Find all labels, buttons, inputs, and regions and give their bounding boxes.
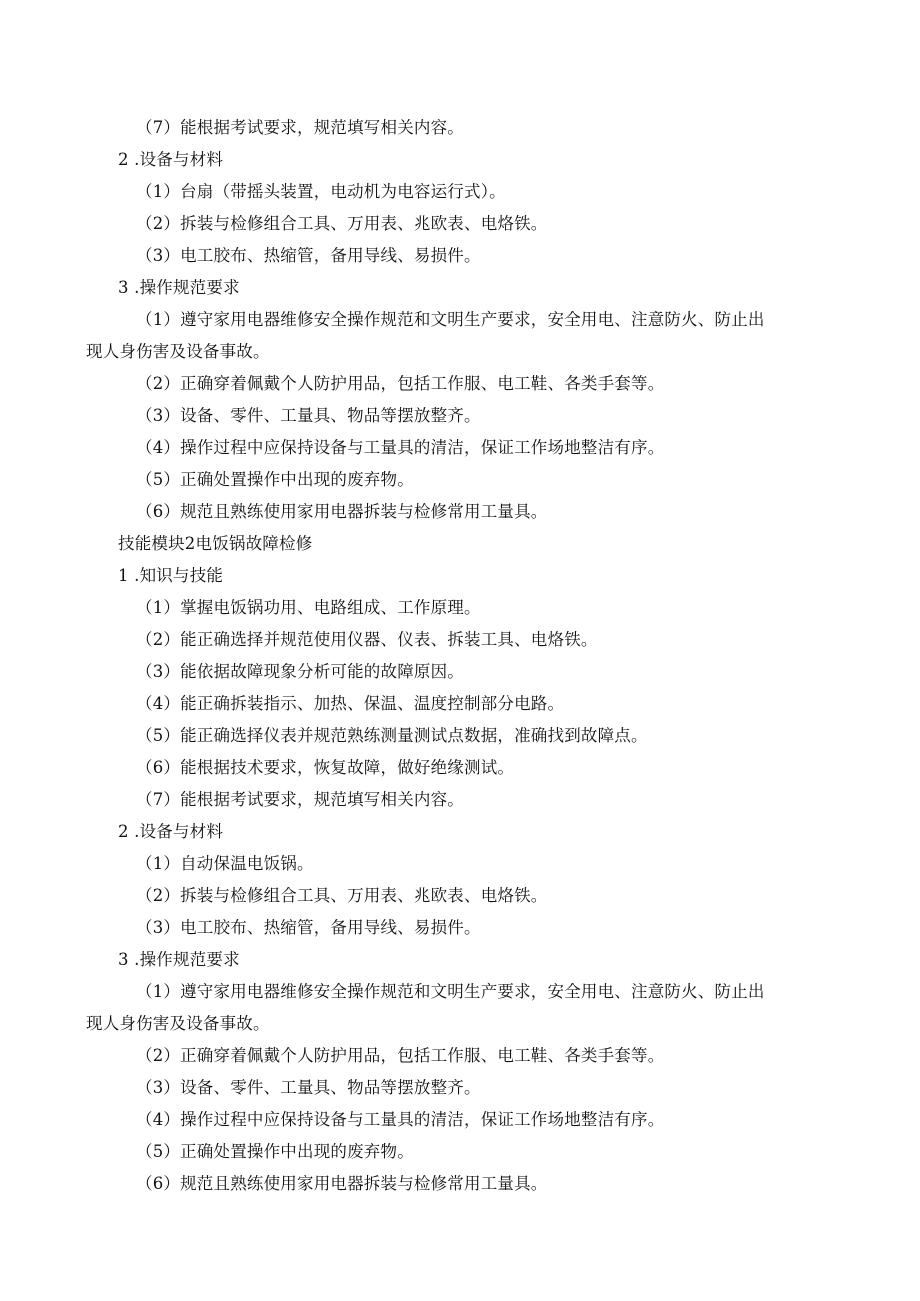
list-item: （1）台扇（带摇头装置，电动机为电容运行式）。	[136, 182, 506, 201]
list-item: （5）正确处置操作中出现的废弃物。	[136, 470, 414, 489]
document-page	[0, 112, 920, 1200]
list-item: （1）掌握电饭锅功用、电路组成、工作原理。	[136, 598, 481, 617]
list-item: （6）规范且熟练使用家用电器拆装与检修常用工量具。	[136, 1174, 548, 1193]
list-item: （5）正确处置操作中出现的废弃物。	[136, 1142, 414, 1161]
list-item: （1）遵守家用电器维修安全操作规范和文明生产要求，安全用电、注意防火、防止出	[136, 982, 765, 1001]
section-heading: 1 .知识与技能	[118, 566, 224, 585]
list-item: （2）拆装与检修组合工具、万用表、兆欧表、电烙铁。	[136, 214, 548, 233]
list-item: （2）正确穿着佩戴个人防护用品，包括工作服、电工鞋、各类手套等。	[136, 374, 665, 393]
list-item: （1）遵守家用电器维修安全操作规范和文明生产要求，安全用电、注意防火、防止出	[136, 310, 765, 329]
list-item: （3）设备、零件、工量具、物品等摆放整齐。	[136, 406, 481, 425]
list-item: （6）能根据技术要求，恢复故障，做好绝缘测试。	[136, 758, 515, 777]
list-item: （6）规范且熟练使用家用电器拆装与检修常用工量具。	[136, 502, 548, 521]
list-item: （4）能正确拆装指示、加热、保温、温度控制部分电路。	[136, 694, 565, 713]
list-item: （3）电工胶布、热缩管，备用导线、易损件。	[136, 918, 481, 937]
list-item: （2）正确穿着佩戴个人防护用品，包括工作服、电工鞋、各类手套等。	[136, 1046, 665, 1065]
list-item: （4）操作过程中应保持设备与工量具的清洁，保证工作场地整洁有序。	[136, 438, 665, 457]
module-heading: 技能模块2电饭锅故障检修	[118, 534, 313, 553]
list-item: （5）能正确选择仪表并规范熟练测量测试点数据，准确找到故障点。	[136, 726, 648, 745]
list-item: （3）电工胶布、热缩管，备用导线、易损件。	[136, 246, 481, 265]
list-item-continuation: 现人身伤害及设备事故。	[86, 1014, 270, 1033]
list-item: （1）自动保温电饭锅。	[136, 854, 314, 873]
list-item: （2）能正确选择并规范使用仪器、仪表、拆装工具、电烙铁。	[136, 630, 598, 649]
list-item: （7）能根据考试要求，规范填写相关内容。	[136, 790, 464, 809]
section-heading: 3 .操作规范要求	[118, 278, 240, 297]
section-heading: 2 .设备与材料	[118, 822, 224, 841]
section-heading: 3 .操作规范要求	[118, 950, 240, 969]
list-item: （3）设备、零件、工量具、物品等摆放整齐。	[136, 1078, 481, 1097]
list-item: （3）能依据故障现象分析可能的故障原因。	[136, 662, 464, 681]
section-heading: 2 .设备与材料	[118, 150, 224, 169]
list-item: （4）操作过程中应保持设备与工量具的清洁，保证工作场地整洁有序。	[136, 1110, 665, 1129]
list-item: （2）拆装与检修组合工具、万用表、兆欧表、电烙铁。	[136, 886, 548, 905]
list-item-continuation: 现人身伤害及设备事故。	[86, 342, 270, 361]
list-item: （7）能根据考试要求，规范填写相关内容。	[136, 118, 464, 137]
